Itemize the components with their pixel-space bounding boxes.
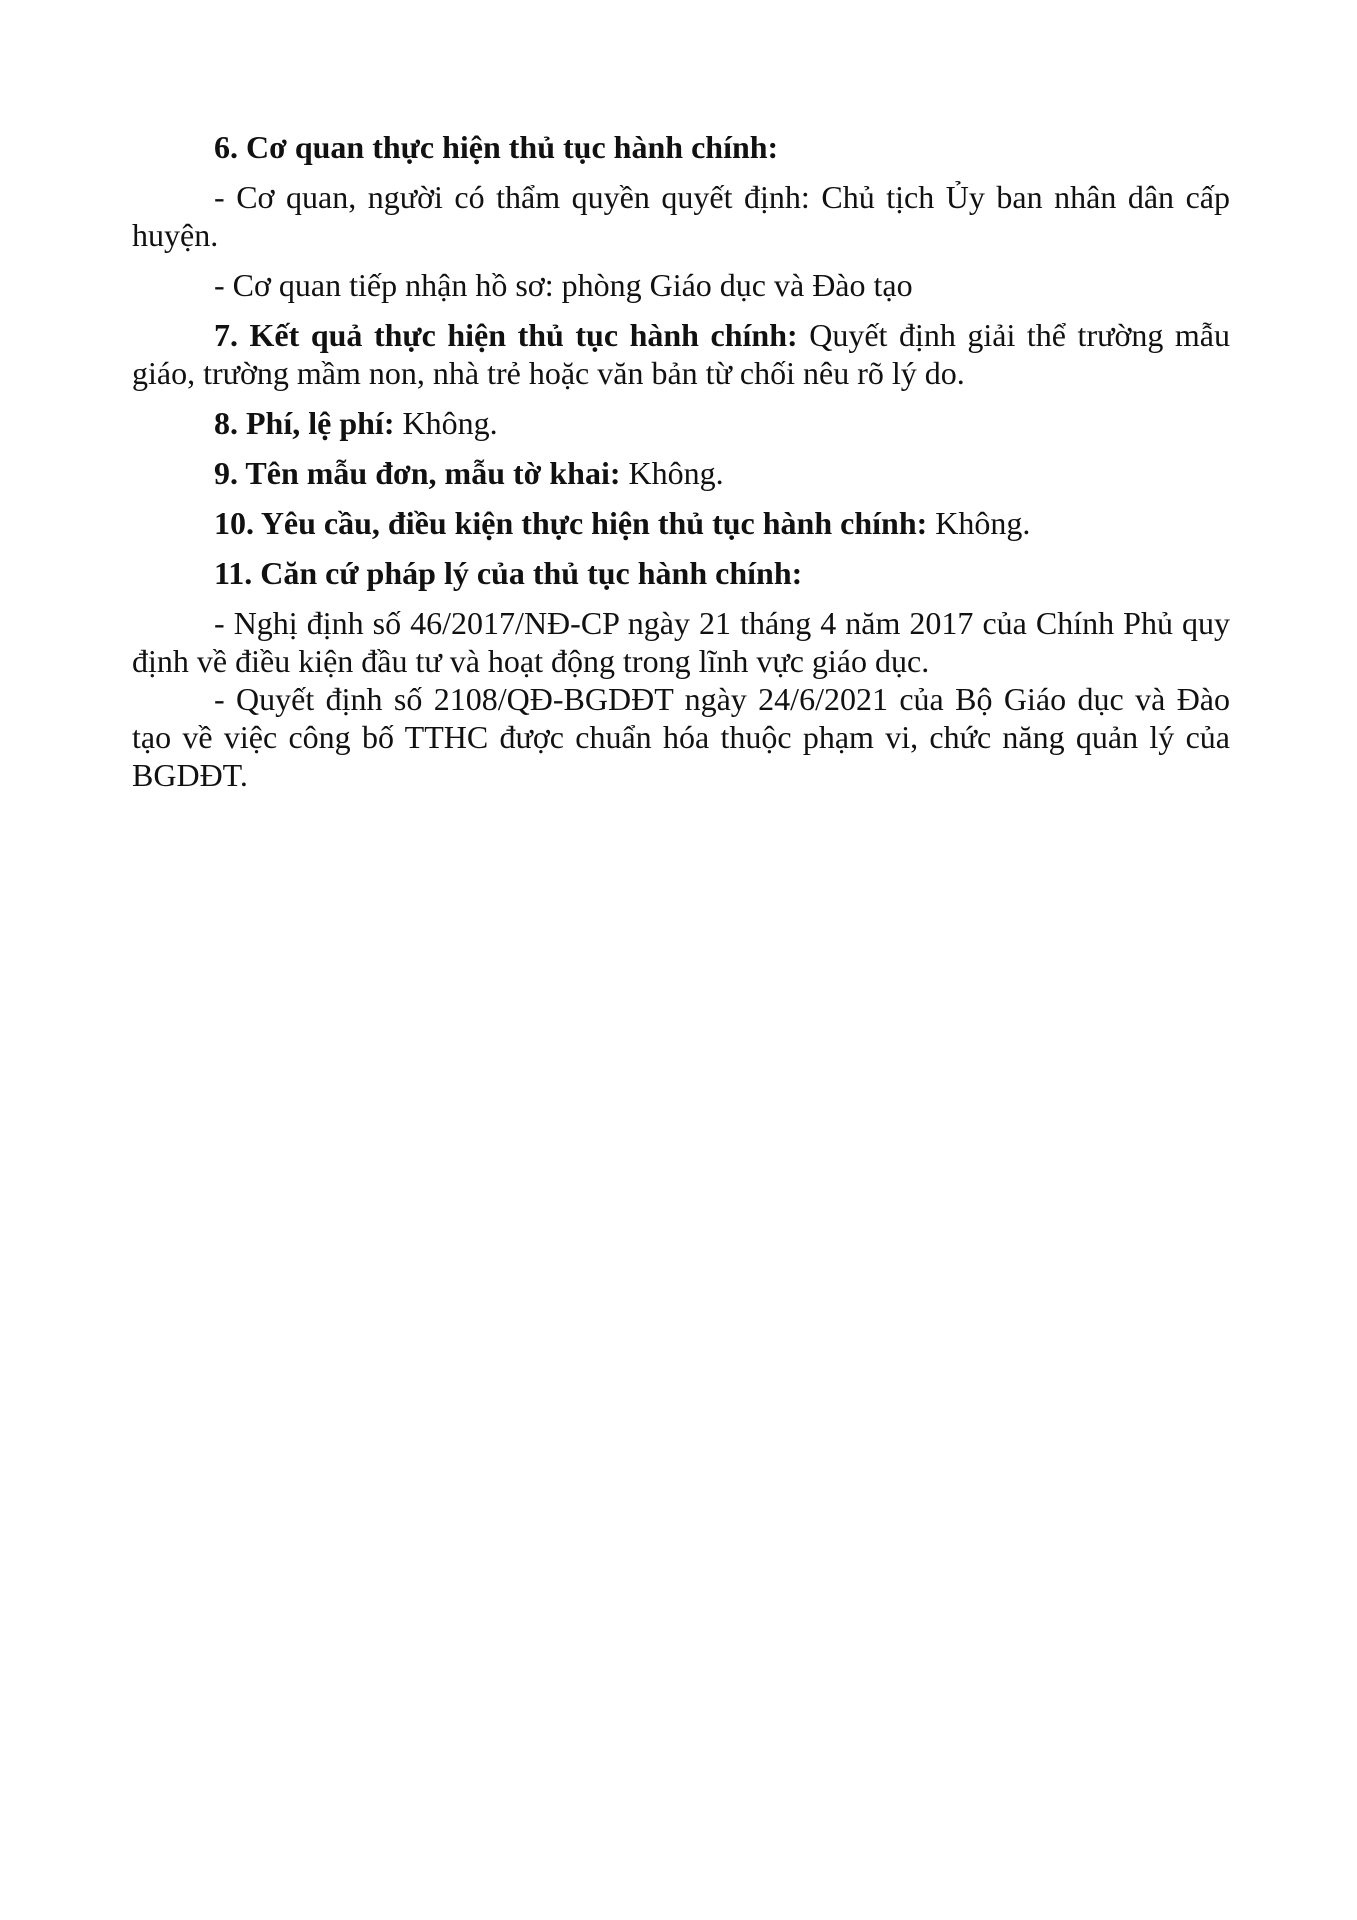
section-heading: 8. Phí, lệ phí:: [214, 405, 395, 441]
section-text: Quyết định giải thể trường mẫu giáo, trường mầm non, nhà trẻ hoặc văn bản từ chối nêu rõ lý do.: [132, 317, 1231, 391]
document-body: [132, 128, 1230, 794]
section-9: [132, 454, 1230, 492]
section-heading: 6. Cơ quan thực hiện thủ tục hành chính:: [214, 129, 779, 165]
section-heading: 7. Kết quả thực hiện thủ tục hành chính:: [214, 317, 798, 353]
section-heading: 9. Tên mẫu đơn, mẫu tờ khai:: [214, 455, 621, 491]
section-11-heading: [132, 554, 1230, 592]
section-11-line-2: - Quyết định số 2108/QĐ-BGDĐT ngày 24/6/2021 của Bộ Giáo dục và Đào tạo về việc công bố TTHC được chuẩn hóa thuộc phạm vi, chức năng quản lý của BGDĐT.: [132, 681, 1230, 793]
section-8: [132, 404, 1230, 442]
section-heading: 11. Căn cứ pháp lý của thủ tục hành chính:: [214, 555, 803, 591]
section-text: Không.: [620, 455, 724, 491]
section-10: [132, 504, 1230, 542]
section-text: Không.: [394, 405, 498, 441]
section-6-line-1: - Cơ quan, người có thẩm quyền quyết định: Chủ tịch Ủy ban nhân dân cấp huyện.: [132, 179, 1230, 253]
section-7: [132, 316, 1230, 392]
section-heading: 10. Yêu cầu, điều kiện thực hiện thủ tục hành chính:: [214, 505, 928, 541]
section-text: Không.: [927, 505, 1031, 541]
section-11-line-1: - Nghị định số 46/2017/NĐ-CP ngày 21 tháng 4 năm 2017 của Chính Phủ quy định về điều kiện đầu tư và hoạt động trong lĩnh vực giáo dục.: [132, 605, 1230, 679]
section-6-heading: [132, 128, 1230, 166]
section-6-line-2: - Cơ quan tiếp nhận hồ sơ: phòng Giáo dục và Đào tạo: [214, 267, 913, 303]
